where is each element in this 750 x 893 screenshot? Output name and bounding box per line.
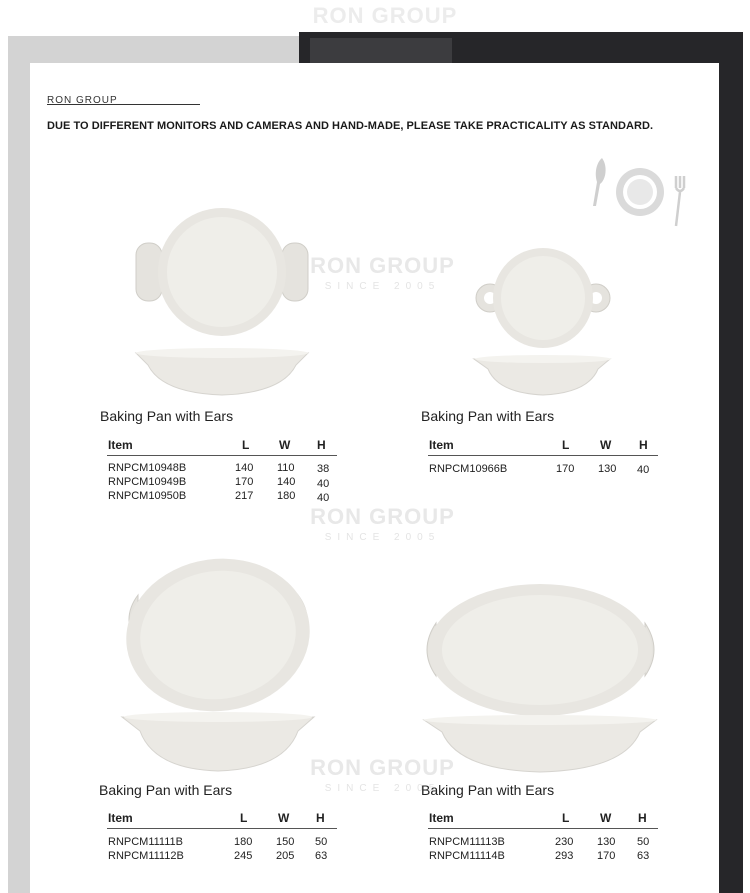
item-code: RNPCM11114B [429, 850, 505, 862]
col-h: H [639, 438, 648, 452]
length-value: 170 [235, 476, 254, 488]
watermark: RON GROUP SINCE 2005 [310, 253, 455, 292]
col-l: L [562, 438, 570, 452]
product-title-4: Baking Pan with Ears [421, 782, 555, 798]
item-code: RNPCM10948B [108, 462, 187, 474]
item-code: RNPCM11111B [108, 836, 183, 848]
width-value: 205 [276, 850, 295, 862]
item-code: RNPCM11113B [429, 836, 505, 848]
col-l: L [562, 811, 570, 825]
product-image-3 [118, 555, 318, 775]
table-rule [107, 828, 337, 829]
watermark: RON GROUP SINCE 2005 [310, 755, 455, 794]
notice-text: DUE TO DIFFERENT MONITORS AND CAMERAS AND HAND-MADE, PLEASE TAKE PRACTICALITY AS STANDARD. [47, 120, 654, 132]
table-rule [428, 828, 658, 829]
product-image-1 [132, 203, 312, 403]
col-h: H [638, 811, 647, 825]
height-value: 50 [637, 836, 650, 848]
length-value: 170 [556, 463, 575, 475]
col-w: W [279, 438, 291, 452]
background-dark-strip [310, 38, 452, 64]
width-value: 150 [276, 836, 295, 848]
knife-plate-fork-icon [588, 152, 698, 237]
width-value: 110 [277, 462, 295, 474]
item-code: RNPCM10966B [429, 463, 508, 475]
length-value: 217 [235, 490, 254, 502]
product-image-2 [470, 245, 615, 400]
table-rule [428, 455, 658, 456]
table-rule [107, 455, 337, 456]
length-value: 293 [555, 850, 574, 862]
length-value: 230 [555, 836, 574, 848]
height-value: 38 [317, 463, 330, 475]
col-item: Item [429, 438, 454, 452]
col-w: W [600, 438, 612, 452]
product-title-2: Baking Pan with Ears [421, 408, 555, 424]
height-value: 63 [315, 850, 328, 862]
col-item: Item [429, 811, 454, 825]
length-value: 140 [235, 462, 254, 474]
col-w: W [600, 811, 612, 825]
col-item: Item [108, 811, 133, 825]
item-code: RNPCM11112B [108, 850, 184, 862]
product-title-1: Baking Pan with Ears [100, 408, 234, 424]
col-l: L [240, 811, 248, 825]
brand-label: RON GROUP [47, 95, 118, 106]
col-w: W [278, 811, 290, 825]
width-value: 130 [597, 836, 616, 848]
col-item: Item [108, 438, 133, 452]
length-value: 180 [234, 836, 253, 848]
length-value: 245 [234, 850, 253, 862]
width-value: 180 [277, 490, 296, 502]
item-code: RNPCM10949B [108, 476, 187, 488]
width-value: 140 [277, 476, 296, 488]
height-value: 40 [637, 464, 650, 476]
width-value: 130 [598, 463, 617, 475]
height-value: 40 [317, 492, 330, 504]
height-value: 63 [637, 850, 650, 862]
col-h: H [316, 811, 325, 825]
item-code: RNPCM10950B [108, 490, 187, 502]
col-h: H [317, 438, 326, 452]
watermark: RON GROUP SINCE 2005 [310, 504, 455, 543]
height-value: 50 [315, 836, 328, 848]
brand-underline [47, 104, 200, 105]
width-value: 170 [597, 850, 616, 862]
product-title-3: Baking Pan with Ears [99, 782, 233, 798]
height-value: 40 [317, 478, 330, 490]
col-l: L [242, 438, 250, 452]
watermark-top: RON GROUP [312, 3, 458, 28]
product-image-4 [418, 578, 663, 778]
